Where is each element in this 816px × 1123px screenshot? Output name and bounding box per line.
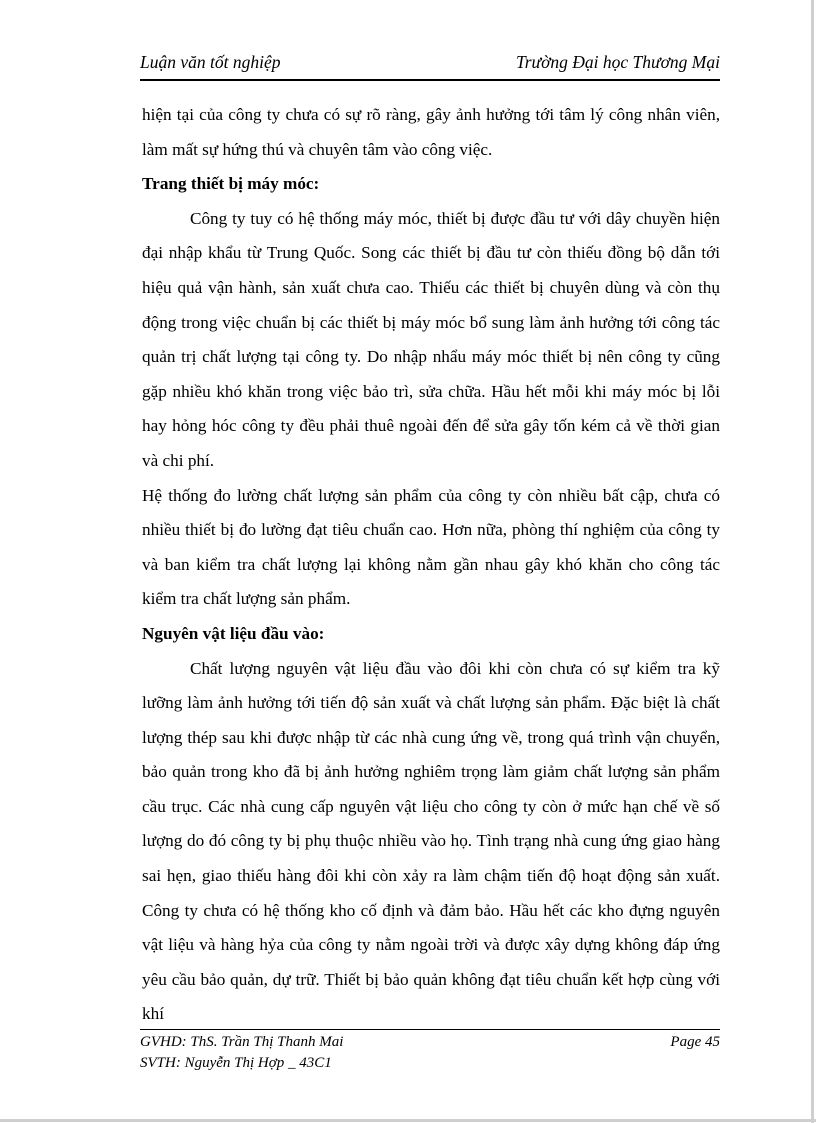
document-body xyxy=(142,98,720,1032)
header-thesis-title: Luận văn tốt nghiệp xyxy=(140,52,281,72)
paragraph-equipment: Công ty tuy có hệ thống máy móc, thiết bị được đầu tư với dây chuyền hiện đại nhập khẩu từ Trung Quốc. Song các thiết bị đầu tư còn thiếu đồng bộ dẫn tới hiệu quả vận hành, sản xuất chưa cao. Thiếu các thiết bị chuyên dùng và còn thụ động trong việc chuẩn bị các thiết bị máy móc bổ sung làm ảnh hưởng tới công tác quản trị chất lượng tại công ty. Do nhập nhẩu máy móc thiết bị nên công ty cũng gặp nhiều khó khăn trong việc bảo trì, sửa chữa. Hầu hết mỗi khi máy móc bị lỗi hay hỏng hóc công ty đều phải thuê ngoài đến để sửa gây tốn kém cả về thời gian và chi phí. xyxy=(142,208,720,470)
paragraph-measurement: Hệ thống đo lường chất lượng sản phẩm của công ty còn nhiều bất cập, chưa có nhiều thiết bị đo lường đạt tiêu chuẩn cao. Hơn nữa, phòng thí nghiệm của công ty và ban kiểm tra chất lượng lại không nằm gần nhau gây khó khăn cho công tác kiểm tra chất lượng sản phẩm. xyxy=(142,485,720,609)
section-heading-materials: Nguyên vật liệu đầu vào: xyxy=(142,623,325,643)
header-university: Trường Đại học Thương Mại xyxy=(515,52,720,72)
page-number: Page 45 xyxy=(670,1034,720,1050)
page-header xyxy=(140,52,720,78)
footer-divider xyxy=(140,1029,720,1030)
footer-student: SVTH: Nguyễn Thị Hợp _ 43C1 xyxy=(140,1055,332,1071)
paragraph-materials: Chất lượng nguyên vật liệu đầu vào đôi khi còn chưa có sự kiểm tra kỹ lưỡng làm ảnh hưởng tới tiến độ sản xuất và chất lượng sản phẩm. Đặc biệt là chất lượng thép sau khi được nhập từ các nhà cung ứng về, trong quá trình vận chuyển, bảo quản trong kho đã bị ảnh hưởng nghiêm trọng làm giảm chất lượng sản phẩm cầu trục. Các nhà cung cấp nguyên vật liệu cho công ty còn ở mức hạn chế về số lượng do đó công ty bị phụ thuộc nhiều vào họ. Tình trạng nhà cung ứng giao hàng sai hẹn, giao thiếu hàng đôi khi còn xảy ra làm chậm tiến độ hoạt động sản xuất. Công ty chưa có hệ thống kho cố định và đảm bảo. Hầu hết các kho đựng nguyên vật liệu và hàng hỷa của công ty nằm ngoài trời và được xây dựng không đáp ứng yêu cầu bảo quản, dự trữ. Thiết bị bảo quản không đạt tiêu chuẩn kết hợp cùng với khí xyxy=(142,658,720,1024)
header-divider xyxy=(140,79,720,81)
paragraph-continuation: hiện tại của công ty chưa có sự rõ ràng, gây ảnh hưởng tới tâm lý công nhân viên, làm mất sự hứng thú và chuyên tâm vào công việc. xyxy=(142,105,720,159)
page-edge-bottom xyxy=(0,1119,816,1122)
footer-advisor: GVHD: ThS. Trần Thị Thanh Mai xyxy=(140,1034,344,1050)
section-heading-equipment: Trang thiết bị máy móc: xyxy=(142,174,320,194)
page-footer xyxy=(140,1032,720,1074)
page-edge-right xyxy=(811,0,814,1123)
